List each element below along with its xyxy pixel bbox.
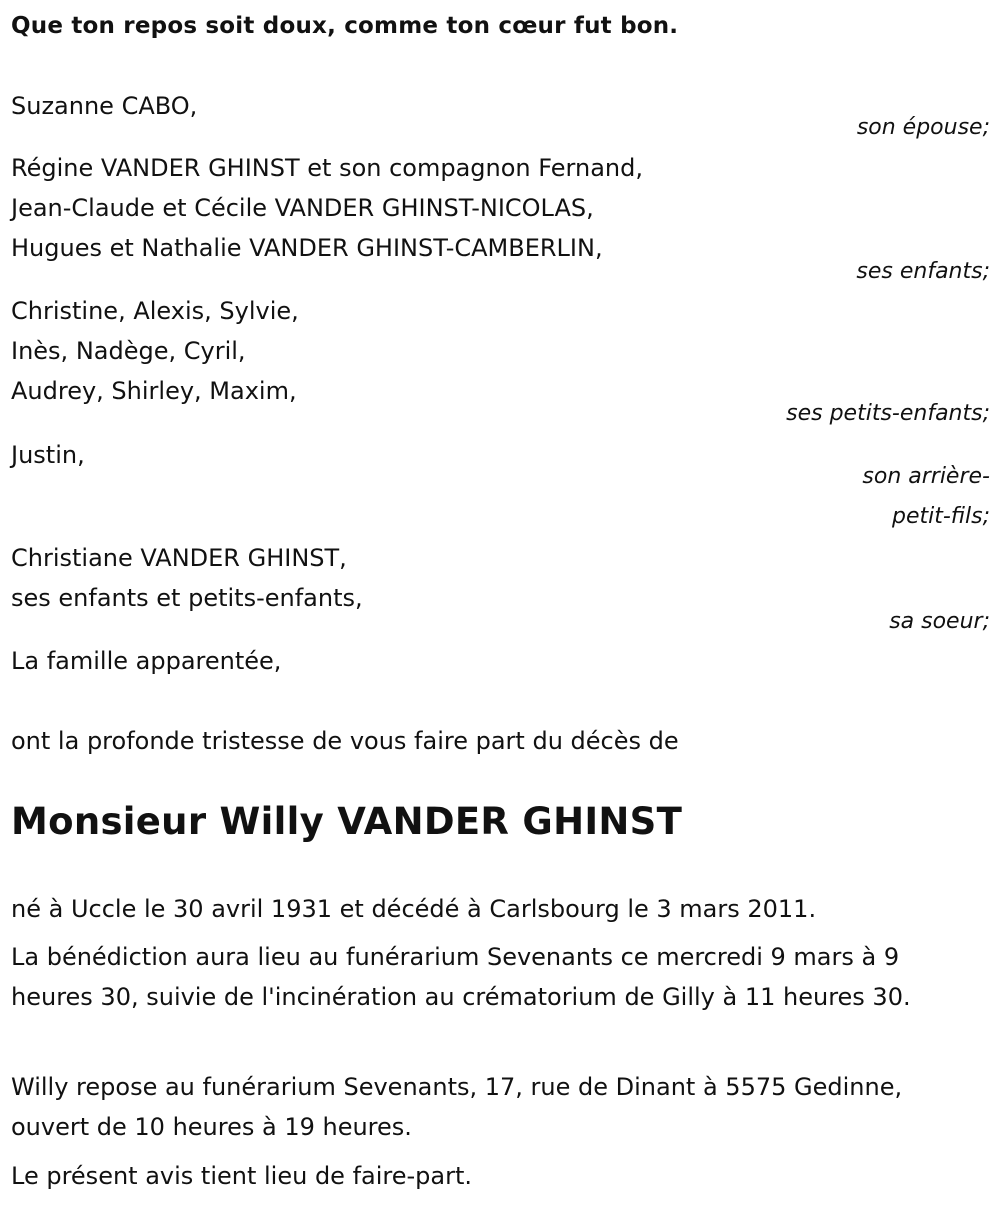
great-grandchild-group [11,435,990,537]
grandchildren-line: Audrey, Shirley, Maxim, [11,377,297,405]
motto: Que ton repos soit doux, comme ton cœur fut bon. [11,13,679,39]
child-name: Jean-Claude et Cécile VANDER GHINST-NICOLAS, [11,194,594,222]
grandchildren-line: Inès, Nadège, Cyril, [11,337,246,365]
grandchildren-relation: ses petits-enfants; [786,401,990,426]
great-grandchild-relation-line1: son arrière- [862,464,990,489]
sister-relation: sa soeur; [889,609,990,634]
announcement: ont la profonde tristesse de vous faire part du décès de [11,727,679,755]
great-grandchild-relation-line2: petit-fils; [891,504,990,529]
deceased-name: Monsieur Willy VANDER GHINST [11,800,683,843]
children-relation: ses enfants; [856,259,990,284]
viewing-paragraph: Willy repose au funérarium Sevenants, 17, rue de Dinant à 5575 Gedinne, ouvert de 10 heures à 19 heures. [11,1073,903,1141]
sister-line: Christiane VANDER GHINST, [11,544,347,572]
spouse-relation: son épouse; [856,115,990,140]
spouse-name: Suzanne CABO, [11,92,198,120]
child-name: Hugues et Nathalie VANDER GHINST-CAMBERLIN, [11,234,603,262]
ceremony-paragraph: La bénédiction aura lieu au funérarium Sevenants ce mercredi 9 mars à 9 heures 30, suivie de l'incinération au crématorium de Gilly à 11 heures 30. [11,943,911,1011]
child-name: Régine VANDER GHINST et son compagnon Fernand, [11,154,643,182]
announcement-group [11,721,990,761]
closing-paragraph: Le présent avis tient lieu de faire-part. [11,1162,473,1190]
children-group [11,148,990,292]
extended-family-group [11,641,990,681]
great-grandchild-name: Justin, [11,441,85,469]
extended-family: La famille apparentée, [11,647,282,675]
grandchildren-group [11,291,990,434]
sister-group [11,538,990,642]
sister-line: ses enfants et petits-enfants, [11,584,363,612]
grandchildren-line: Christine, Alexis, Sylvie, [11,297,299,325]
birth-death-paragraph: né à Uccle le 30 avril 1931 et décédé à Carlsbourg le 3 mars 2011. [11,895,817,923]
spouse-group [11,86,990,148]
